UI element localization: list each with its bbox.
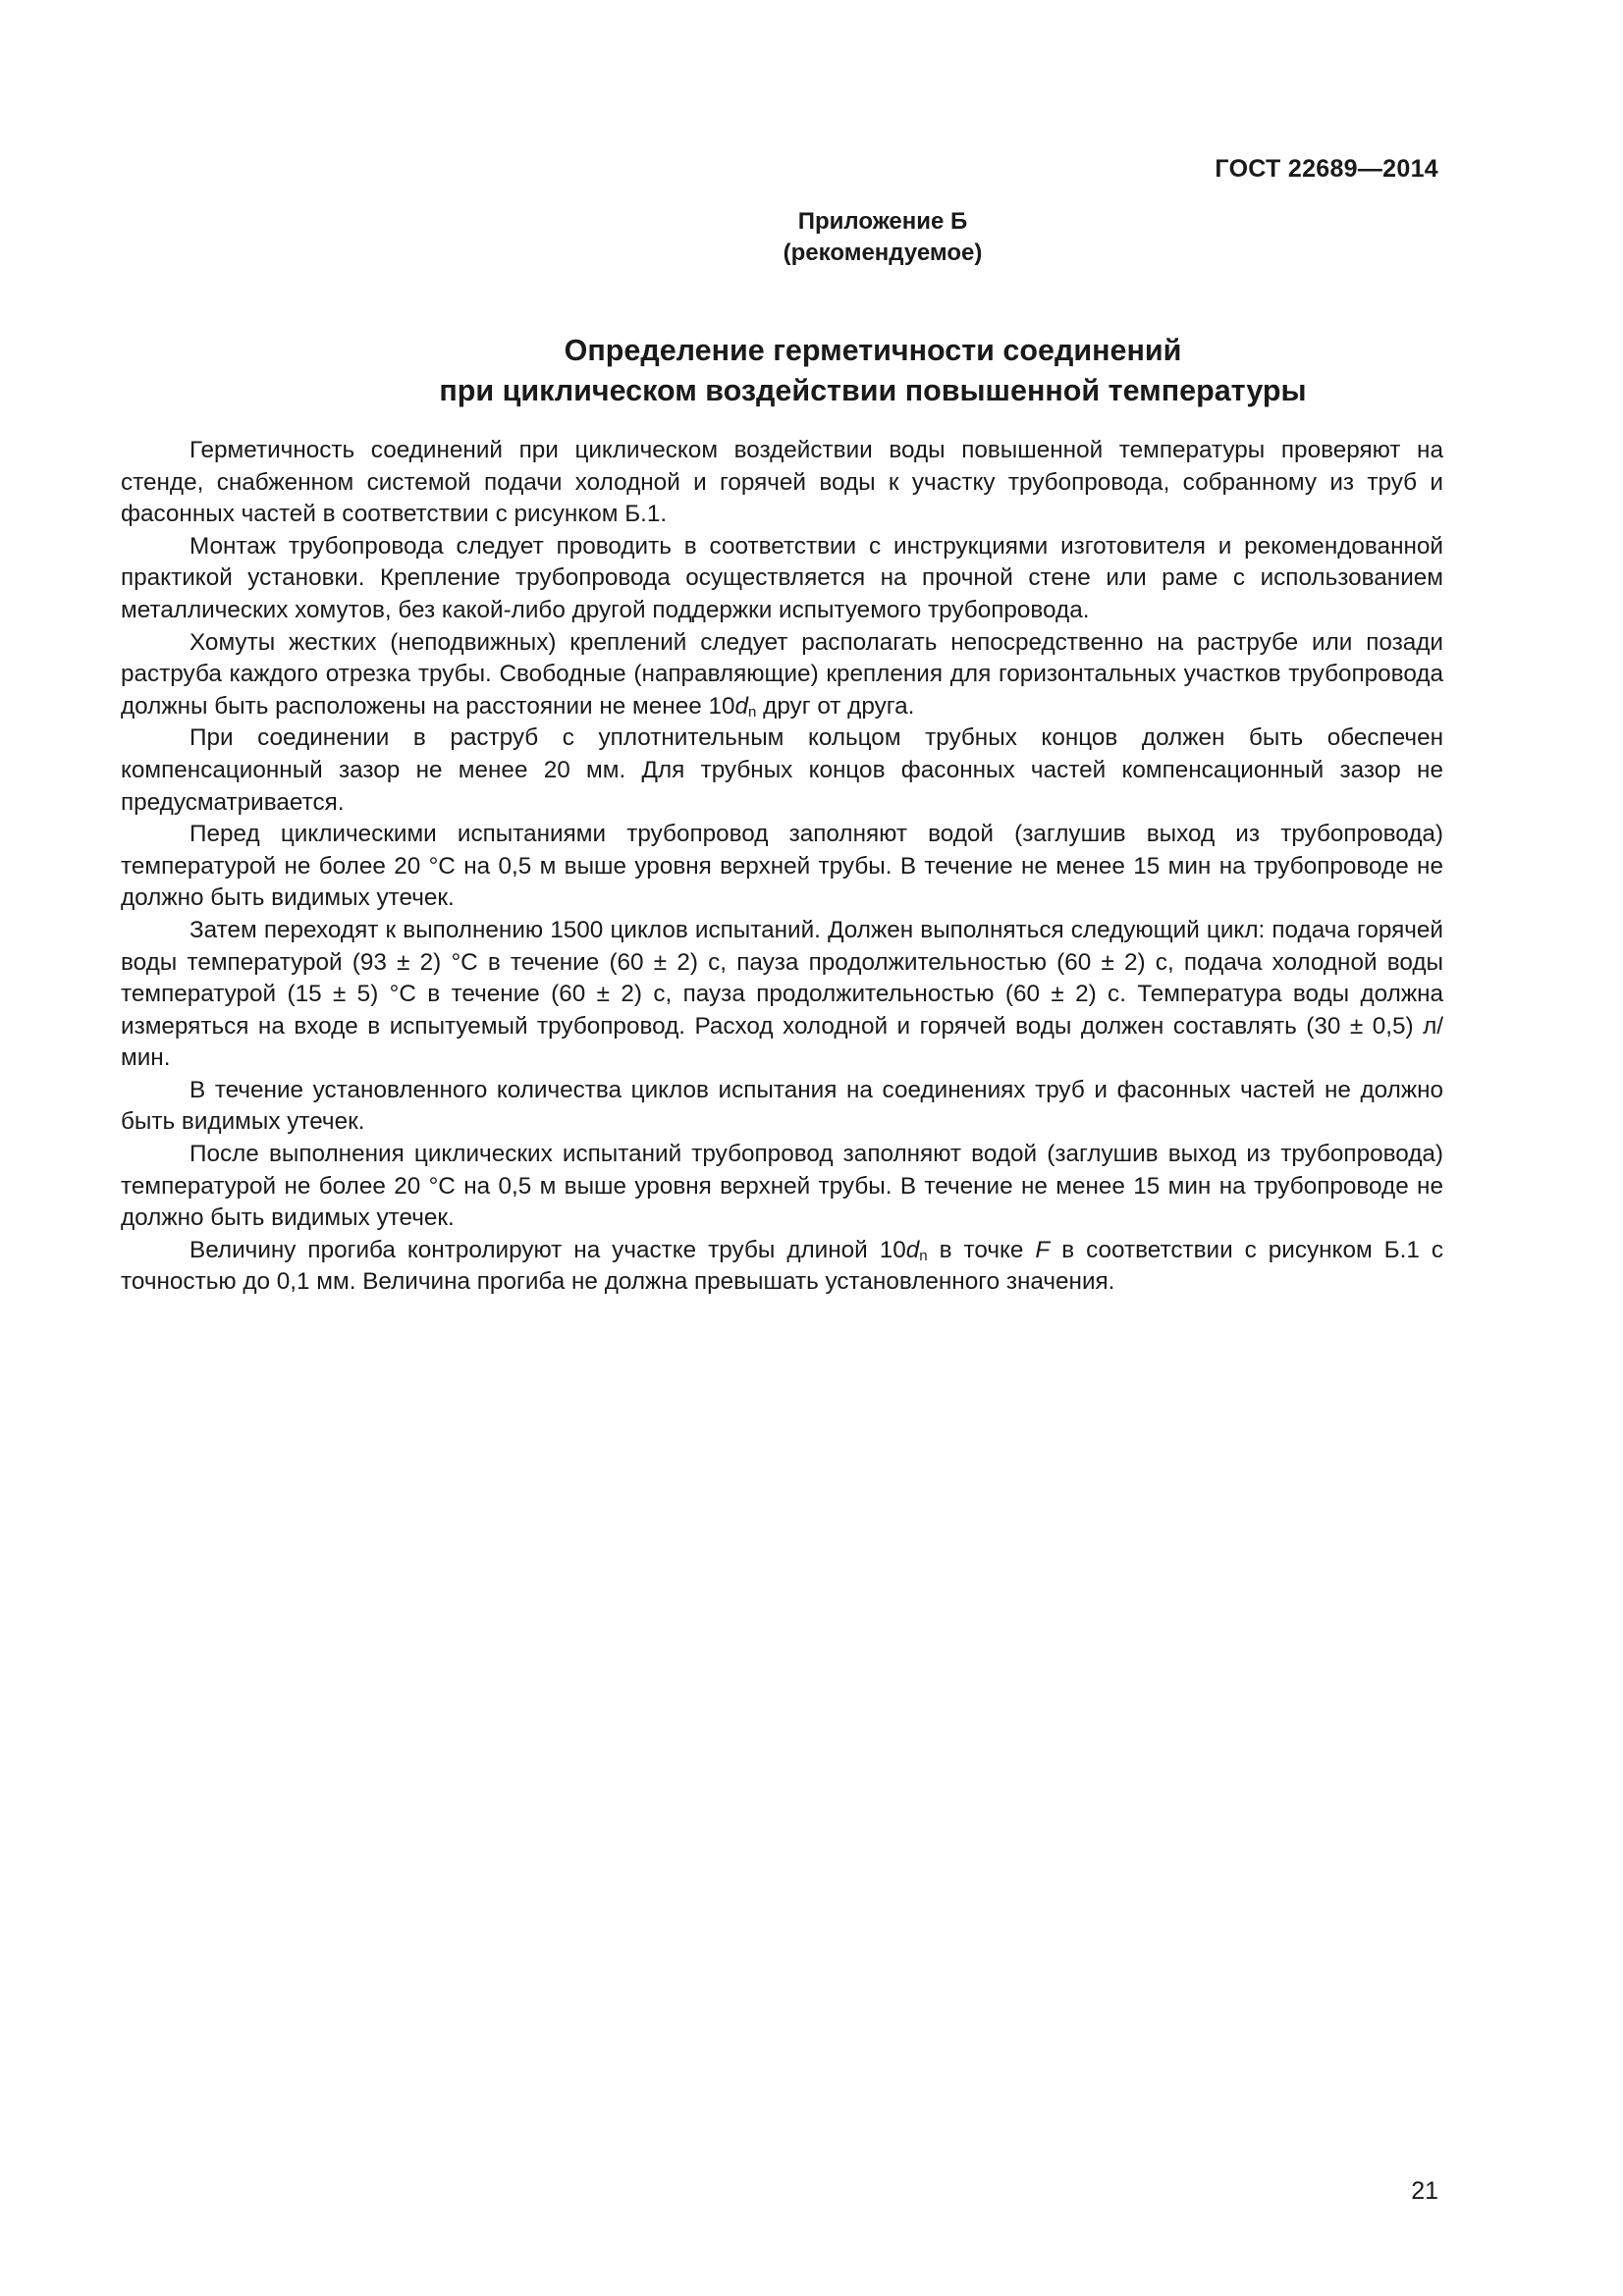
diameter-subscript: n — [919, 1247, 928, 1264]
paragraph-3-text-a: Хомуты жестких (неподвижных) креплений следует располагать непосредственно на раструбе или позади раструба каждого отрезка трубы. Свободные (направляющие) крепления для горизонтальных участков трубопровода должны быть расположены на расстоянии не менее 10 — [121, 628, 1443, 720]
appendix-status: (рекомендуемое) — [783, 240, 983, 266]
paragraph-2: Монтаж трубопровода следует проводить в соответствии с инструкциями изготовителя и рекомендованной практикой установки. Крепление трубопровода осуществляется на прочной стене или раме с использованием металлических хомутов, без какой-либо другой поддержки испытуемого трубопровода. — [121, 532, 1443, 623]
diameter-symbol: d — [734, 692, 749, 720]
body-text — [121, 435, 1443, 1299]
paragraph-9 — [121, 1235, 1443, 1299]
paragraph-9-text-b: в точке — [927, 1236, 1036, 1263]
paragraph-4: При соединении в раструб с уплотнительным кольцом трубных концов должен быть обеспечен компенсационный зазор не менее 20 мм. Для трубных концов фасонных частей компенсационный зазор не предусматривается. — [121, 724, 1443, 816]
paragraph-9-text-a: Величину прогиба контролируют на участке трубы длиной 10 — [189, 1236, 906, 1263]
paragraph-7: В течение установленного количества циклов испытания на соединениях труб и фасонных частей не должно быть видимых утечек. — [121, 1076, 1443, 1136]
section-title — [0, 331, 1623, 411]
paragraph-3 — [121, 627, 1443, 723]
point-label: F — [1035, 1236, 1051, 1263]
standard-designation: ГОСТ 22689—2014 — [1215, 155, 1438, 183]
paragraph-1: Герметичность соединений при циклическом воздействии воды повышенной температуры проверяют на стенде, снабженном системой подачи холодной и горячей воды к участку трубопровода, собранному из труб и фасонных частей в соответствии с рисунком Б.1. — [121, 437, 1443, 528]
paragraph-9-text-c: в соответствии с рисунком Б.1 с точностью до 0,1 мм. Величина прогиба не должна превышать установленного значения. — [121, 1236, 1443, 1296]
page-number: 21 — [1411, 2177, 1438, 2205]
appendix-label: Приложение Б — [797, 208, 968, 235]
paragraph-6: Затем переходят к выполнению 1500 циклов испытаний. Должен выполняться следующий цикл: подача горячей воды температурой (93 ± 2) °C в течение (60 ± 2) с, пауза продолжительностью (60 ± 2) с, подача холодной воды температурой (15 ± 5) °C в течение (60 ± 2) с, пауза продолжительностью (60 ± 2) с. Температура воды должна измеряться на входе в испытуемый трубопровод. Расход холодной и горячей воды должен составлять (30 ± 0,5) л/мин. — [121, 916, 1443, 1072]
diameter-subscript: n — [748, 703, 757, 721]
paragraph-8: После выполнения циклических испытаний трубопровод заполняют водой (заглушив выход из трубопровода) температурой не более 20 °C на 0,5 м выше уровня верхней трубы. В течение не менее 15 мин на трубопроводе не должно быть видимых утечек. — [121, 1141, 1443, 1232]
section-title-line-2: при циклическом воздействии повышенной температуры — [439, 374, 1307, 407]
paragraph-3-text-b: друг от друга. — [756, 692, 915, 720]
appendix-heading — [0, 206, 1623, 269]
section-title-line-1: Определение герметичности соединений — [564, 334, 1182, 367]
diameter-symbol: d — [905, 1236, 920, 1263]
paragraph-5: Перед циклическими испытаниями трубопровод заполняют водой (заглушив выход из трубопровода) температурой не более 20 °C на 0,5 м выше уровня верхней трубы. В течение не менее 15 мин на трубопроводе не должно быть видимых утечек. — [121, 821, 1443, 912]
